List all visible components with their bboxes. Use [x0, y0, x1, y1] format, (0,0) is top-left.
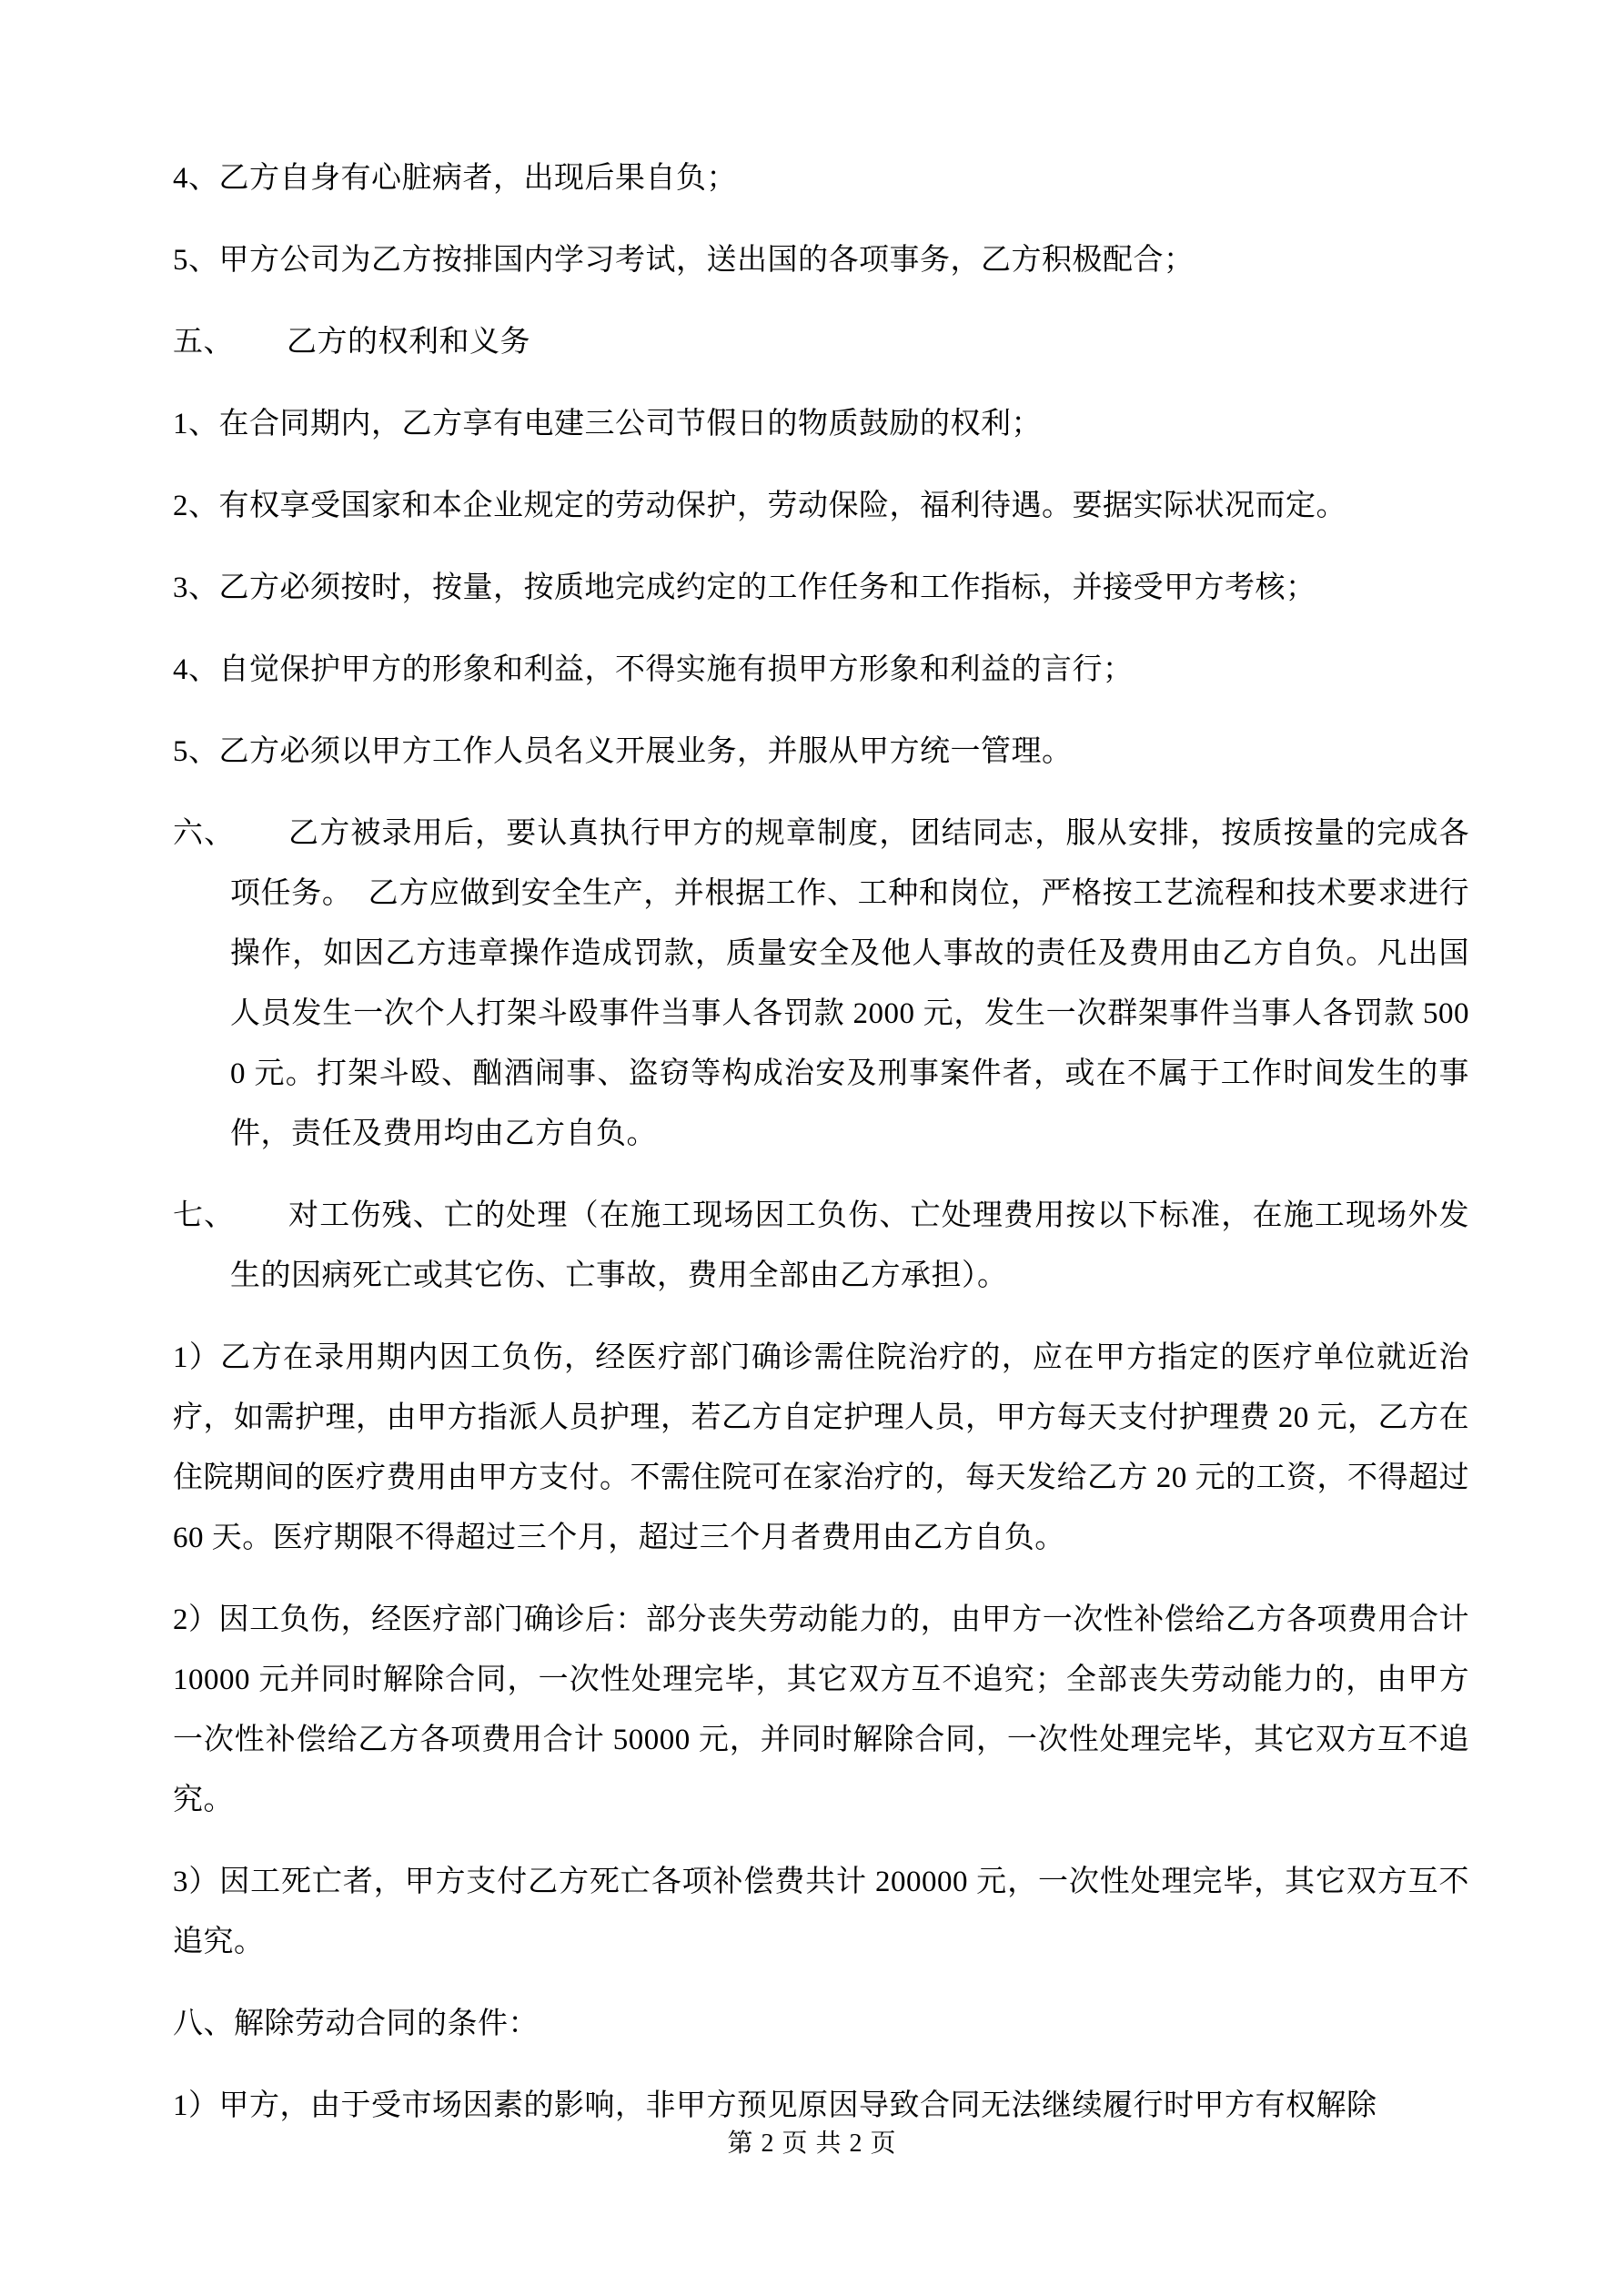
list-marker: 七、 [173, 1199, 236, 1232]
paragraph: 5、甲方公司为乙方按排国内学习考试，送出国的各项事务，乙方积极配合； [173, 244, 1195, 277]
paragraph: 2）因工负伤，经医疗部门确诊后：部分丧失劳动能力的，由甲方一次性补偿给乙方各项费用合计 10000 元并同时解除合同，一次性处理完毕，其它双方互不追究；全部丧失劳动能力的，由甲方一次性补偿给乙方各项费用合计 50000 元，并同时解除合同，一次性处理完毕，其它双方互不追究。 [173, 1603, 1469, 1816]
paragraph-text: 乙方被录用后，要认真执行甲方的规章制度，团结同志，服从安排，按质按量的完成各项任务。 乙方应做到安全生产，并根据工作、工种和岗位，严格按工艺流程和技术要求进行操作，如因乙方违章操作造成罚款，质量安全及他人事故的责任及费用由乙方自负。凡出国人员发生一次个人打架斗殴事件当事人各罚款 2000 元，发生一次群架事件当事人各罚款 5000 元。打架斗殴、酗酒闹事、盗窃等构成治安及刑事案件者，或在不属于工作时间发生的事件，责任及费用均由乙方自负。 [230, 817, 1470, 1150]
paragraph: 2、有权享受国家和本企业规定的劳动保护，劳动保险，福利待遇。要据实际状况而定。 [173, 490, 1347, 522]
paragraph: 3、乙方必须按时，按量，按质地完成约定的工作任务和工作指标，并接受甲方考核； [173, 571, 1316, 604]
document-body [173, 148, 1469, 2158]
list-marker: 五、 [173, 326, 234, 359]
paragraph: 4、自觉保护甲方的形象和利益，不得实施有损甲方形象和利益的言行； [173, 653, 1134, 686]
paragraph: 1）乙方在录用期内因工负伤，经医疗部门确诊需住院治疗的，应在甲方指定的医疗单位就近治疗，如需护理，由甲方指派人员护理，若乙方自定护理人员，甲方每天支付护理费 20 元，乙方在住院期间的医疗费用由甲方支付。不需住院可在家治疗的，每天发给乙方 20 元的工资，不得超过 60 天。医疗期限不得超过三个月，超过三个月者费用由乙方自负。 [173, 1341, 1469, 1554]
paragraph-text: 乙方的权利和义务 [287, 326, 530, 359]
paragraph: 八、解除劳动合同的条件： [173, 2008, 539, 2040]
paragraph: 3）因工死亡者，甲方支付乙方死亡各项补偿费共计 200000 元，一次性处理完毕，其它双方互不追究。 [173, 1866, 1469, 1958]
paragraph: 1、在合同期内，乙方享有电建三公司节假日的物质鼓励的权利； [173, 408, 1042, 440]
page-footer [0, 2128, 1624, 2160]
paragraph: 1）甲方，由于受市场因素的影响，非甲方预见原因导致合同无法继续履行时甲方有权解除 [173, 2089, 1377, 2122]
paragraph-text: 对工伤残、亡的处理（在施工现场因工负伤、亡处理费用按以下标准，在施工现场外发生的因病死亡或其它伤、亡事故，费用全部由乙方承担）。 [230, 1199, 1470, 1292]
paragraph [173, 804, 1469, 1164]
list-marker: 六、 [173, 817, 236, 850]
paragraph [173, 312, 1469, 372]
page-number: 第 2 页 共 2 页 [727, 2129, 897, 2158]
paragraph [173, 1186, 1469, 1306]
paragraph: 5、乙方必须以甲方工作人员名义开展业务，并服从甲方统一管理。 [173, 735, 1073, 768]
paragraph: 4、乙方自身有心脏病者，出现后果自负； [173, 162, 737, 195]
